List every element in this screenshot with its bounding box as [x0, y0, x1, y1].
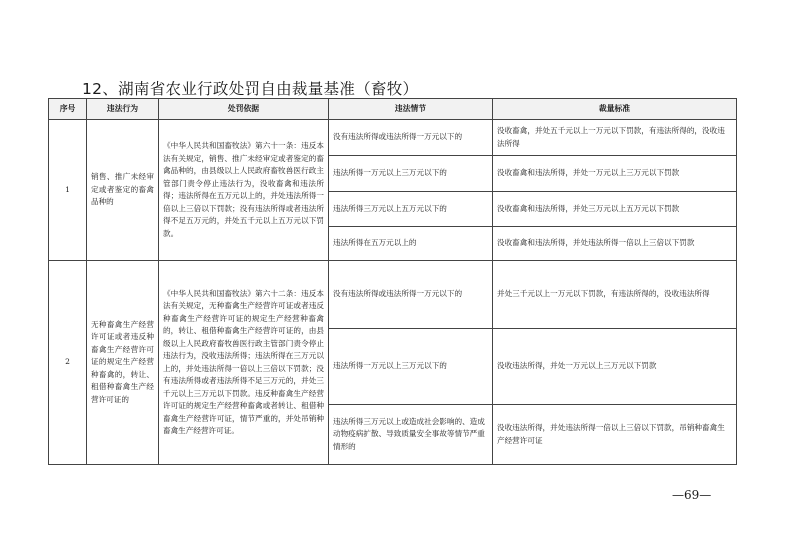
table-header-row	[49, 99, 737, 120]
penalty-table	[48, 98, 737, 465]
item-2-standard: 没收违法所得，并处一万元以上三万元以下罚款	[493, 329, 737, 405]
item-2-basis: 《中华人民共和国畜牧法》第六十二条：违反本法有关规定，无种畜禽生产经营许可证或者违反种畜禽生产经营许可证的规定生产经营种畜禽的，转让、租借种畜禽生产经营许可证的，由县级以上人民政府畜牧兽医行政主管部门责令停止违法行为，没收违法所得；违法所得在三万元以上的，并处违法所得一倍以上三倍以下罚款；没有违法所得或者违法所得不足三万元的，并处三千元以上三万元以下罚款。违反种畜禽生产经营许可证的规定生产经营种畜禽或者转让、租借种畜禽生产经营许可证，情节严重的，并处吊销种畜禽生产经营许可证。	[159, 261, 329, 465]
item-1-standard: 没收畜禽，并处五千元以上一万元以下罚款，有违法所得的，没收违法所得	[493, 120, 737, 156]
item-2-standard: 并处三千元以上一万元以下罚款，有违法所得的，没收违法所得	[493, 261, 737, 329]
item-2-no: 2	[49, 261, 87, 465]
header-basis: 处罚依据	[159, 99, 329, 120]
header-act: 违法行为	[87, 99, 159, 120]
item-1-condition: 违法所得三万元以上五万元以下的	[329, 192, 493, 227]
item-1-standard: 没收畜禽和违法所得，并处三万元以上五万元以下罚款	[493, 192, 737, 227]
item-2-condition: 违法所得一万元以上三万元以下的	[329, 329, 493, 405]
item-2-condition: 没有违法所得或违法所得一万元以下的	[329, 261, 493, 329]
item-1-condition: 违法所得在五万元以上的	[329, 227, 493, 261]
item-1-standard: 没收畜禽和违法所得，并处违法所得一倍以上三倍以下罚款	[493, 227, 737, 261]
item-2-act: 无种畜禽生产经营许可证或者违反种畜禽生产经营许可证的规定生产经营种畜禽的，转让、租借种畜禽生产经营许可证的	[87, 261, 159, 465]
item-1-act: 销售、推广未经审定或者鉴定的畜禽品种的	[87, 120, 159, 261]
table-row	[49, 261, 737, 329]
item-1-standard: 没收畜禽和违法所得，并处一万元以上三万元以下罚款	[493, 156, 737, 192]
page-number: —69—	[672, 488, 712, 502]
item-2-condition: 违法所得三万元以上或造成社会影响的、造成动物疫病扩散、导致质量安全事故等情节严重情形的	[329, 405, 493, 465]
item-1-condition: 没有违法所得或违法所得一万元以下的	[329, 120, 493, 156]
header-standard: 裁量标准	[493, 99, 737, 120]
item-1-no: 1	[49, 120, 87, 261]
item-2-standard: 没收违法所得，并处违法所得一倍以上三倍以下罚款，吊销种畜禽生产经营许可证	[493, 405, 737, 465]
table-row	[49, 120, 737, 156]
header-condition: 违法情节	[329, 99, 493, 120]
page-title: 12、湖南省农业行政处罚自由裁量基准（畜牧）	[82, 80, 419, 98]
header-no: 序号	[49, 99, 87, 120]
item-1-condition: 违法所得一万元以上三万元以下的	[329, 156, 493, 192]
item-1-basis: 《中华人民共和国畜牧法》第六十一条：违反本法有关规定，销售、推广未经审定或者鉴定的畜禽品种的，由县级以上人民政府畜牧兽医行政主管部门责令停止违法行为，没收畜禽和违法所得；违法所得在五万元以上的，并处违法所得一倍以上三倍以下罚款；没有违法所得或者违法所得不足五万元的，并处五千元以上五万元以下罚款。	[159, 120, 329, 261]
